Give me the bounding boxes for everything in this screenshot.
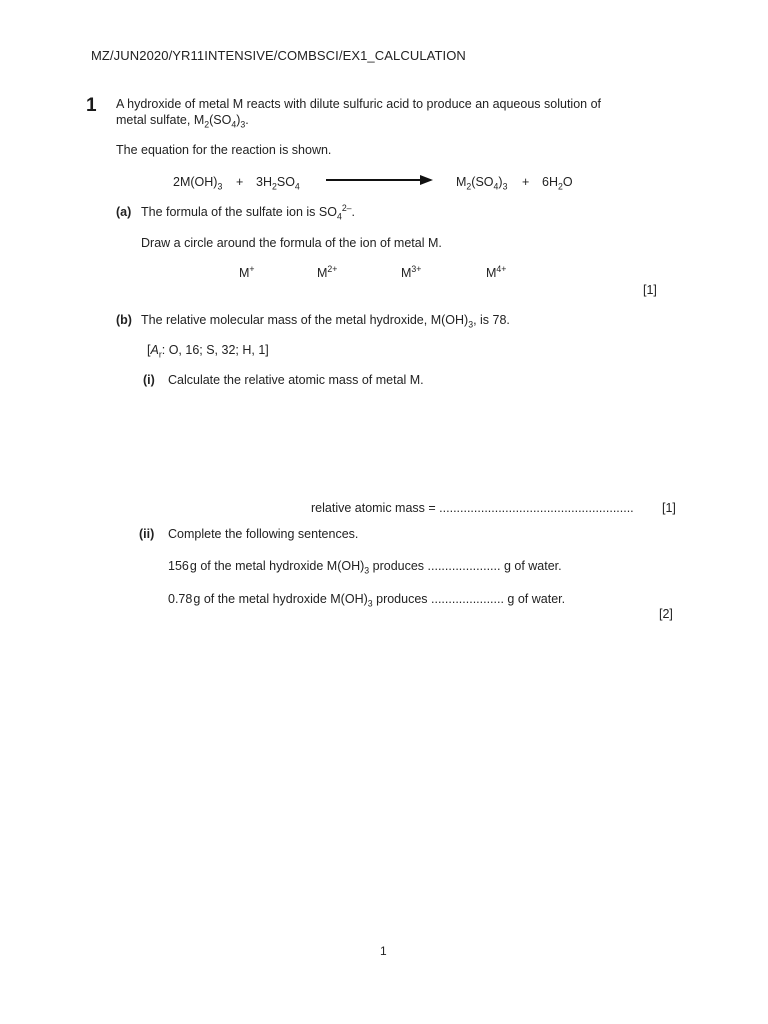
equation-reactant-2: $3H_2SO_4$ — [256, 175, 300, 192]
part-a-label: (a) — [116, 205, 132, 219]
reaction-arrow-icon — [326, 174, 434, 186]
document-header: MZ/JUN2020/YR11INTENSIVE/COMBSCI/EX1_CALCULATION — [91, 48, 466, 63]
part-a-sulfate-text: The formula of the sulfate ion is $SO_4^{2-}$. — [141, 202, 356, 222]
part-a-instruction: Draw a circle around the formula of the ion of metal M. — [141, 236, 442, 250]
sentence-1[interactable]: 156 g of the metal hydroxide $M(OH)_3$ produces ..................... g of water. — [168, 559, 562, 576]
equation-product-1: $M_2(SO_4)_3$ — [456, 175, 508, 192]
equation-product-2: $6H_2O$ — [542, 175, 573, 192]
equation-plus-2: + — [522, 175, 530, 189]
part-b-i-marks: [1] — [662, 501, 676, 515]
answer-line-relative-atomic-mass[interactable]: relative atomic mass = ........................................................ — [311, 501, 634, 515]
sentence-2[interactable]: 0.78 g of the metal hydroxide $M(OH)_3$ produces ..................... g of water. — [168, 592, 566, 609]
part-b-stem: The relative molecular mass of the metal hydroxide, $M(OH)_3$, is 78. — [141, 313, 510, 330]
part-b-ii-marks: [2] — [659, 607, 673, 621]
ion-option-3[interactable]: $M^{3+}$ — [401, 263, 422, 280]
question-intro-line1: A hydroxide of metal M reacts with dilute sulfuric acid to produce an aqueous solution of — [116, 97, 601, 111]
part-b-i-text: Calculate the relative atomic mass of metal M. — [168, 373, 424, 387]
ion-option-1[interactable]: M+ — [239, 263, 255, 280]
ion-option-4[interactable]: $M^{4+}$ — [486, 263, 507, 280]
part-a-marks: [1] — [643, 283, 657, 297]
equation-reactant-1: $2M(OH)_3$ — [173, 175, 223, 192]
ion-option-2[interactable]: $M^{2+}$ — [317, 263, 338, 280]
equation-plus-1: + — [236, 175, 244, 189]
relative-atomic-masses: [$A_r$: O, 16; S, 32; H, 1] — [147, 343, 269, 360]
part-b-ii-label: (ii) — [139, 527, 155, 541]
equation-intro: The equation for the reaction is shown. — [116, 143, 332, 157]
part-b-ii-text: Complete the following sentences. — [168, 527, 359, 541]
part-b-i-label: (i) — [143, 373, 155, 387]
question-number: 1 — [86, 95, 97, 116]
part-b-label: (b) — [116, 313, 132, 327]
question-intro-line2: metal sulfate, $M_2(SO_4)_3$. — [116, 113, 249, 130]
page-number: 1 — [380, 944, 387, 958]
